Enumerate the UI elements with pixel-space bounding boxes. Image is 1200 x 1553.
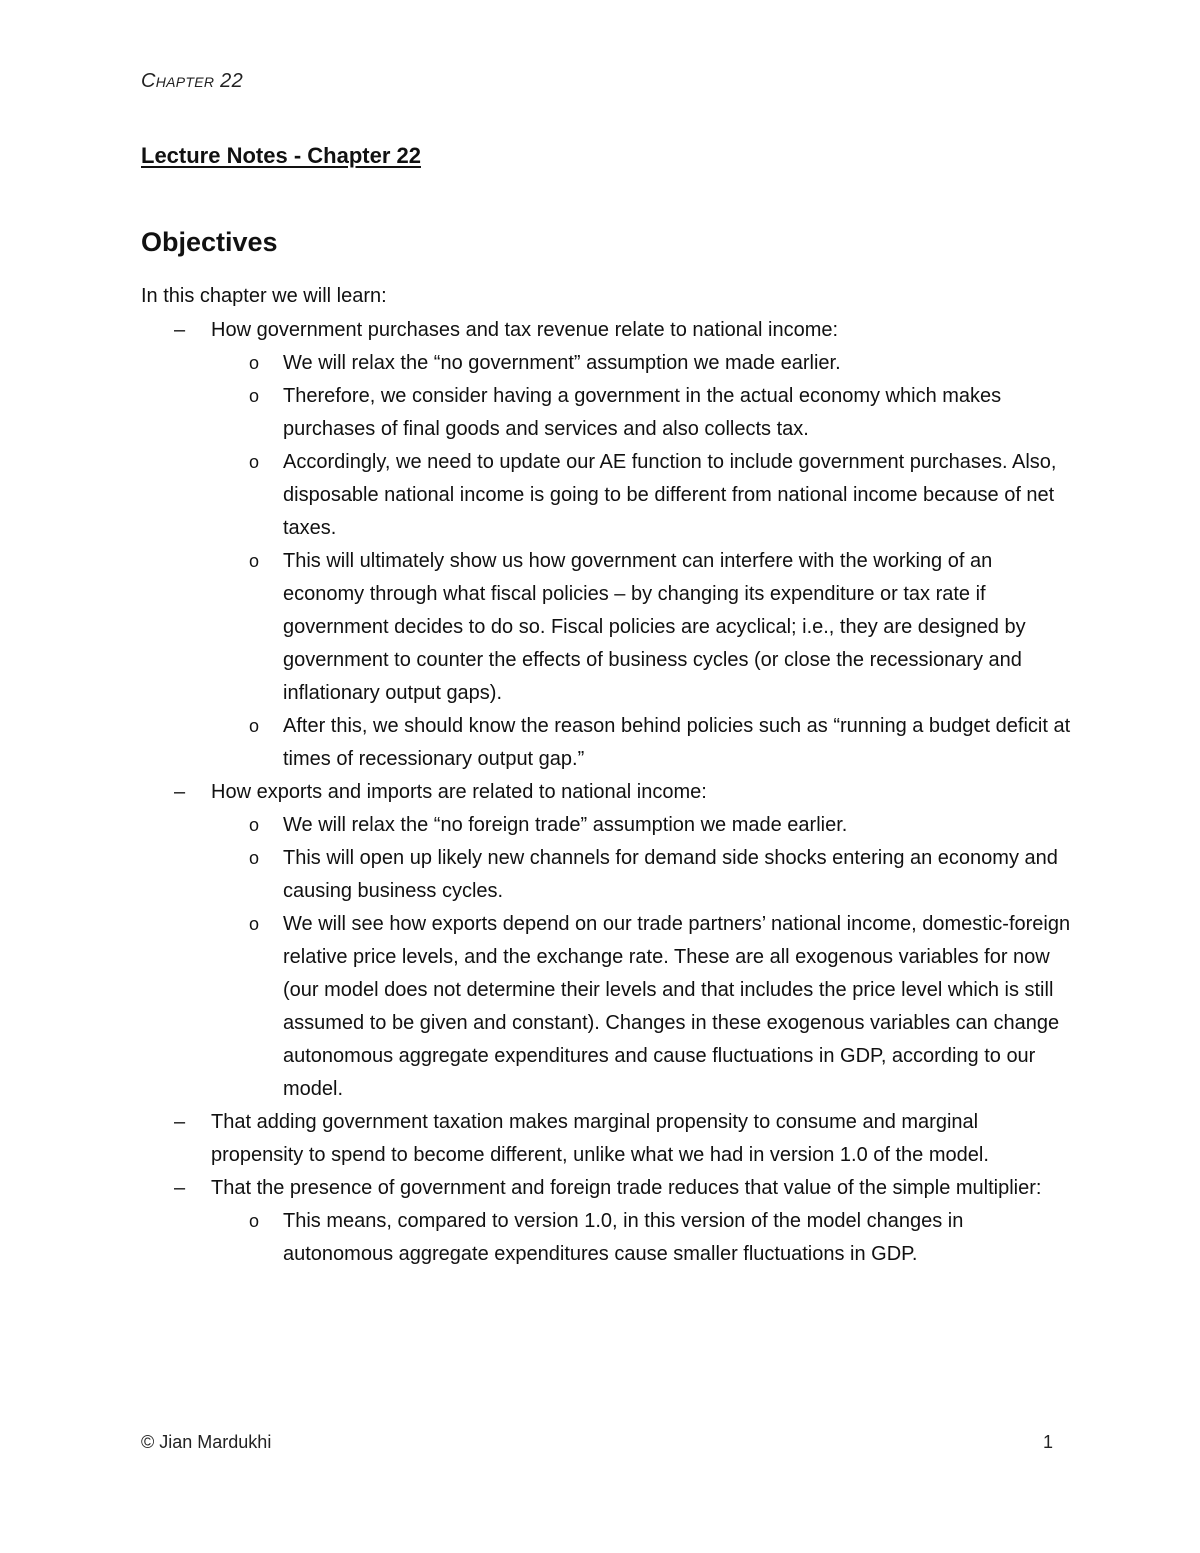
sub-item-text: We will relax the “no foreign trade” assumption we made earlier. xyxy=(283,814,848,836)
sub-item xyxy=(211,380,1071,446)
section-heading-objectives: Objectives xyxy=(141,227,278,257)
objective-text: How government purchases and tax revenue relate to national income: xyxy=(211,319,839,341)
sub-item xyxy=(211,809,1071,842)
sub-item-text: Accordingly, we need to update our AE function to include government purchases. Also, disposable national income is going to be different from national income because of net taxes. xyxy=(283,451,1057,539)
circle-bullet: o xyxy=(249,815,260,835)
footer-copyright: © Jian Mardukhi xyxy=(141,1432,272,1452)
objective-text: That the presence of government and foreign trade reduces that value of the simple multiplier: xyxy=(211,1177,1042,1199)
sub-item-text: We will see how exports depend on our trade partners’ national income, domestic-foreign relative price levels, and the exchange rate. These are all exogenous variables for now (our model does not determine their levels and that includes the price level which is still assumed to be given and constant). Changes in these exogenous variables can change autonomous aggregate expenditures and cause fluctuations in GDP, according to our model. xyxy=(283,913,1071,1100)
objectives-list xyxy=(141,314,1071,1271)
sub-item-text: After this, we should know the reason behind policies such as “running a budget deficit at times of recessionary output gap.” xyxy=(283,715,1071,770)
circle-bullet: o xyxy=(249,386,260,406)
sub-item-text: We will relax the “no government” assumption we made earlier. xyxy=(283,352,841,374)
dash-bullet: – xyxy=(174,781,186,803)
objective-item xyxy=(141,776,1071,1106)
circle-bullet: o xyxy=(249,1211,260,1231)
sub-item xyxy=(211,710,1071,776)
dash-bullet: – xyxy=(174,1177,186,1199)
sub-item xyxy=(211,1205,1071,1271)
circle-bullet: o xyxy=(249,353,260,373)
intro-text: In this chapter we will learn: xyxy=(141,285,387,307)
sub-item-text: This means, compared to version 1.0, in this version of the model changes in autonomous aggregate expenditures cause smaller fluctuations in GDP. xyxy=(283,1210,964,1265)
sub-list xyxy=(211,809,1071,1106)
running-header: Chapter 22 xyxy=(141,70,244,92)
sub-item xyxy=(211,347,1071,380)
dash-bullet: – xyxy=(174,319,186,341)
objective-item xyxy=(141,1106,1071,1172)
sub-item xyxy=(211,842,1071,908)
page-number: 1 xyxy=(1043,1432,1054,1452)
dash-bullet: – xyxy=(174,1111,186,1133)
circle-bullet: o xyxy=(249,848,260,868)
circle-bullet: o xyxy=(249,716,260,736)
sub-item-text: This will open up likely new channels for demand side shocks entering an economy and causing business cycles. xyxy=(283,847,1058,902)
sub-item xyxy=(211,545,1071,710)
document-title: Lecture Notes - Chapter 22 xyxy=(141,143,421,168)
objectives-content xyxy=(141,280,1071,1271)
circle-bullet: o xyxy=(249,914,260,934)
objective-text: That adding government taxation makes marginal propensity to consume and marginal propensity to spend to become different, unlike what we had in version 1.0 of the model. xyxy=(211,1111,989,1166)
objective-text: How exports and imports are related to national income: xyxy=(211,781,707,803)
circle-bullet: o xyxy=(249,551,260,571)
sub-item-text: This will ultimately show us how government can interfere with the working of an economy through what fiscal policies – by changing its expenditure or tax rate if government decides to do so. Fiscal policies are acyclical; i.e., they are designed by government to counter the effects of business cycles (or close the recessionary and inflationary output gaps). xyxy=(283,550,1026,704)
sub-item xyxy=(211,908,1071,1106)
sub-list xyxy=(211,1205,1071,1271)
sub-list xyxy=(211,347,1071,776)
sub-item xyxy=(211,446,1071,545)
objective-item xyxy=(141,314,1071,776)
sub-item-text: Therefore, we consider having a government in the actual economy which makes purchases of final goods and services and also collects tax. xyxy=(283,385,1002,440)
objective-item xyxy=(141,1172,1071,1271)
circle-bullet: o xyxy=(249,452,260,472)
